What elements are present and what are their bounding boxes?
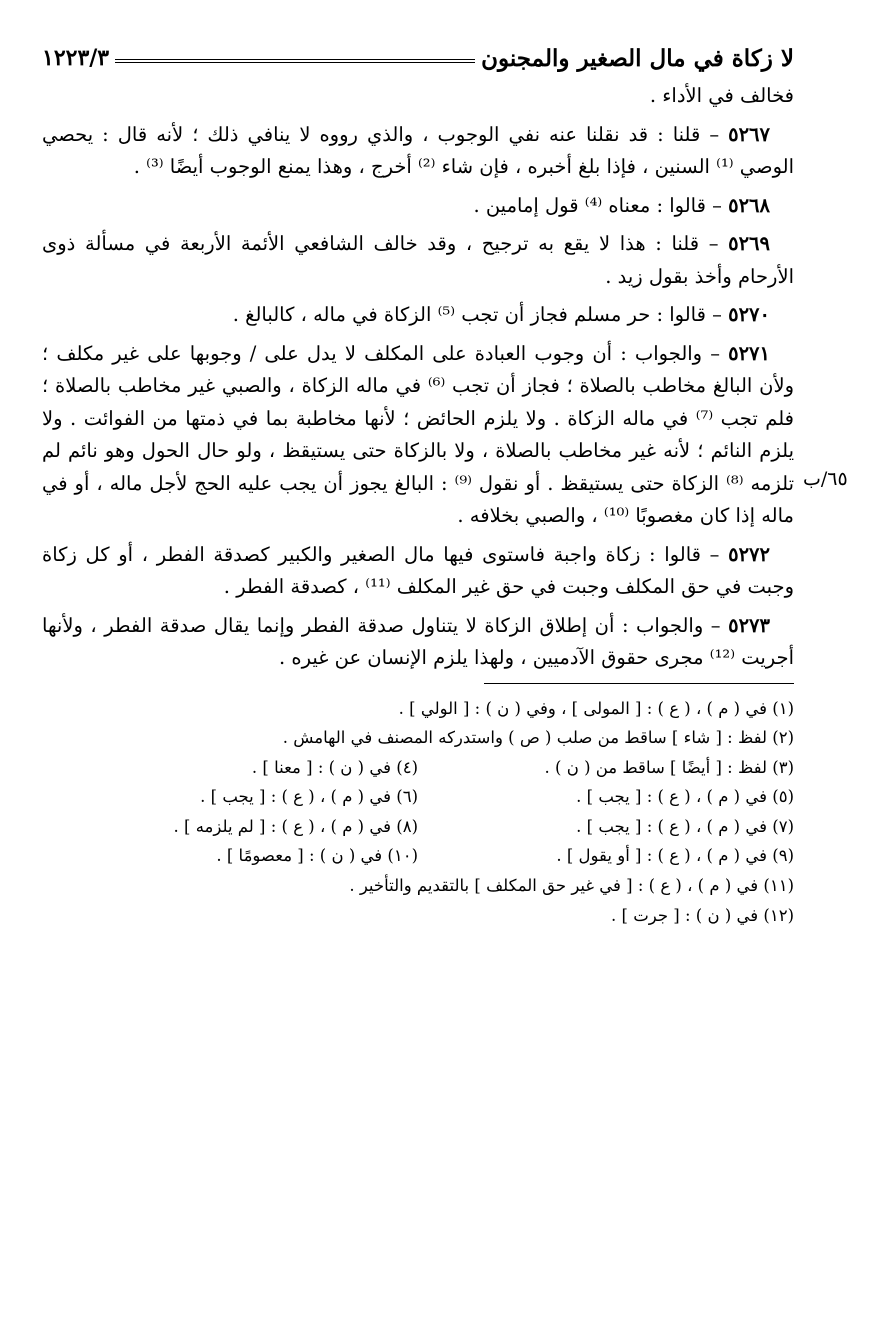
paragraph-text: – قالوا : معناه ⁽⁴⁾ قول إمامين . [473,193,729,217]
paragraph-text: – والجواب : أن إطلاق الزكاة لا يتناول صدقة الفطر وإنما يقال صدقة الفطر ، ولأنها أجريت ⁽¹²⁾ مجرى حقوق الآدميين ، ولهذا يلزم الإنسان عن غيره . [42,613,794,669]
footnote: (٧) في ( م ) ، ( ع ) : [ يجب ] . [576,816,794,836]
paragraph-number: ٥٢٧٠ [728,303,770,326]
header-title: لا زكاة في مال الصغير والمجنون [481,44,794,72]
footnote: (١) في ( م ) ، ( ع ) : [ المولى ] ، وفي ( ن ) : [ الولي ] . [398,698,794,718]
paragraph-text: – قالوا : زكاة واجبة فاستوى فيها مال الصغير والكبير كصدقة الفطر ، أو كل زكاة وجبت في حق المكلف وجبت في حق غير المكلف ⁽¹¹⁾ ، كصدقة الفطر . [42,542,794,598]
footnote: (١٠) في ( ن ) : [ معصومًا ] . [216,846,418,866]
footnotes [42,694,794,931]
footnote-row [42,753,794,783]
footnote-row [42,841,794,871]
paragraph [42,228,794,293]
footnote-row [42,782,794,812]
document-page [42,38,794,1328]
footnote: (٩) في ( م ) ، ( ع ) : [ أو يقول ] . [556,846,794,866]
footnote: (٨) في ( م ) ، ( ع ) : [ لم يلزمه ] . [173,816,418,836]
footnote-row [42,812,794,842]
margin-folio-note: ٦٥/ب [803,468,848,490]
paragraph [42,539,794,604]
paragraph [42,299,794,332]
footnote: (١١) في ( م ) ، ( ع ) : [ في غير حق المكلف ] بالتقديم والتأخير . [349,876,794,896]
paragraph [42,338,794,533]
footnote: (٦) في ( م ) ، ( ع ) : [ يجب ] . [200,787,418,807]
paragraph-text: – قلنا : هذا لا يقع به ترجيح ، وقد خالف الشافعي الأئمة الأربعة في مسألة ذوى الأرحام وأخذ بقول زيد . [42,232,794,288]
header-rule [115,59,475,63]
paragraph-number: ٥٢٦٩ [728,232,770,255]
paragraph-number: ٥٢٧٢ [728,542,770,566]
paragraph [42,80,794,113]
page-number: ١٢٢٣/٣ [42,45,110,71]
paragraph-text: فخالف في الأداء . [649,84,794,107]
paragraph-text: – قلنا : قد نقلنا عنه نفي الوجوب ، والذي رووه لا ينافي ذلك ؛ لأنه قال : يحصي الوصي ⁽¹⁾ السنين ، فإذا بلغ أخبره ، فإن شاء ⁽²⁾ أخرج ، وهذا يمنع الوجوب أيضًا ⁽³⁾ . [42,122,794,178]
paragraph-number: ٥٢٧٣ [728,613,770,637]
footnote: (١٢) في ( ن ) : [ جرت ] . [611,905,794,925]
footnote: (٣) لفظ : [ أيضًا ] ساقط من ( ن ) . [544,757,794,777]
paragraph-number: ٥٢٧١ [728,341,770,365]
footnote: (٢) لفظ : [ شاء ] ساقط من صلب ( ص ) واستدركه المصنف في الهامش . [282,728,794,748]
footnote: (٤) في ( ن ) : [ معنا ] . [251,757,418,777]
paragraph-number: ٥٢٦٨ [728,193,770,217]
paragraph-text: – والجواب : أن وجوب العبادة على المكلف لا يدل على / وجوبها على غير مكلف ؛ ولأن البالغ مخاطب بالصلاة ؛ فجاز أن تجب ⁽⁶⁾ في ماله الزكاة ، والصبي غير مخاطب بالصلاة ؛ فلم تجب ⁽⁷⁾ في ماله الزكاة . ولا يلزم الحائض ؛ لأنها مخاطبة بما في ذمتها من الفوائت . ولا يلزم النائم ؛ لأنه غير مخاطب بالصلاة ، ولا بالزكاة حتى يستيقظ ، ولو حال الحول وهو نائم لم تلزمه ⁽⁸⁾ الزكاة حتى يستيقظ . أو نقول ⁽⁹⁾ : البالغ يجوز أن يجب عليه الحج لأجل ماله ، أو في ماله إذا كان مغصوبًا ⁽¹⁰⁾ ، والصبي بخلافه . [42,341,794,527]
footnote-separator [484,683,794,684]
paragraph [42,119,794,184]
footnote: (٥) في ( م ) ، ( ع ) : [ يجب ] . [576,787,794,807]
main-text [42,80,794,675]
paragraph [42,610,794,675]
paragraph-text: – قالوا : حر مسلم فجاز أن تجب ⁽⁵⁾ الزكاة في ماله ، كالبالغ . [232,303,729,326]
running-header [42,38,794,78]
paragraph-number: ٥٢٦٧ [728,122,770,146]
paragraph [42,190,794,223]
